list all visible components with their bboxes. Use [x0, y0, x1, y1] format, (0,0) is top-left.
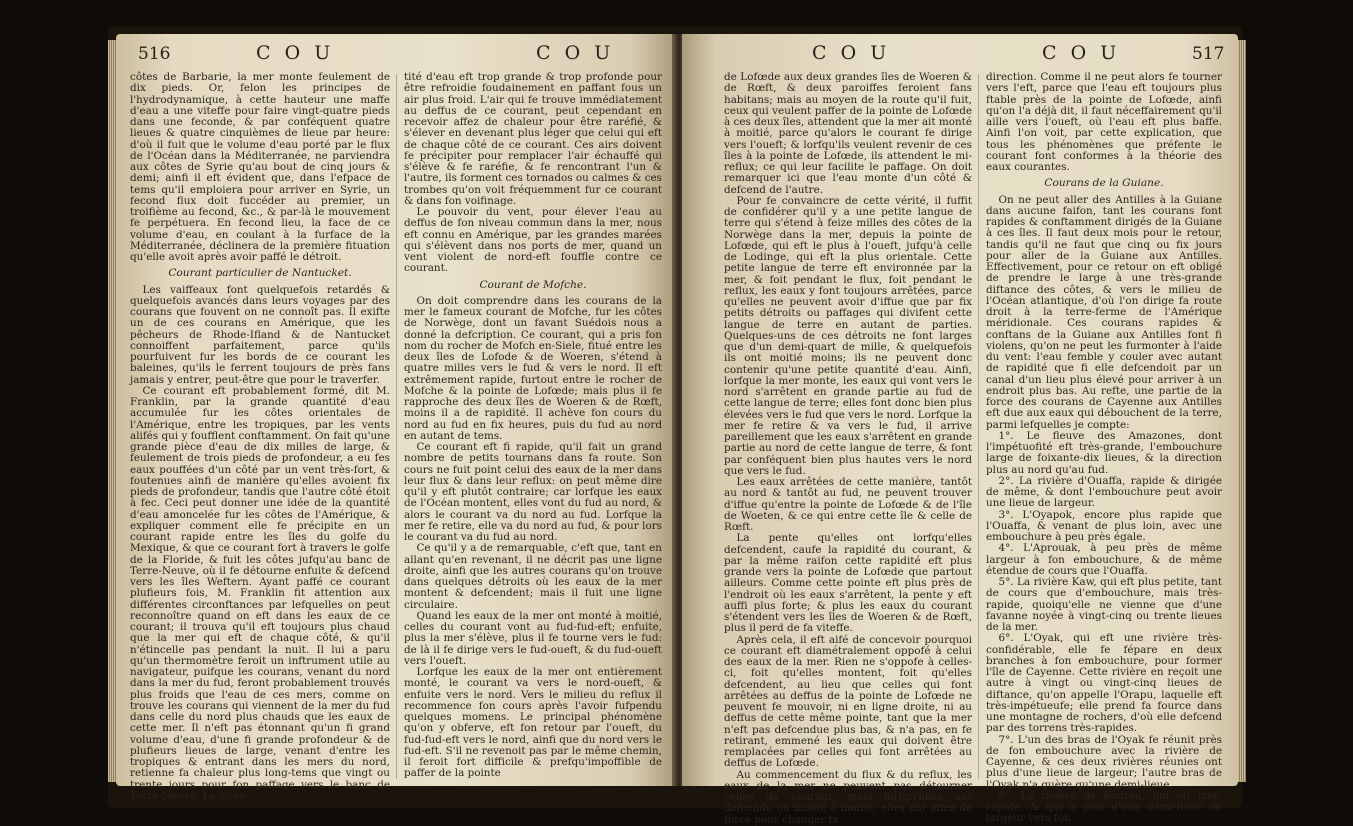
paragraph: Au commencement du flux & du reflux, les eaux de la mer ne peuvent pas détourner celles du courant; mais lorfqu'elles ont defcendu ou monté à moitié, elles ont affez de force pour changer fa [724, 768, 972, 826]
list-item: 4°. L'Aprouak, à peu près de même largeur à fon embouchure, & de même étendue de cours que l'Ouaffa. [986, 542, 1222, 577]
paragraph: On doit comprendre dans les courans de la mer le fameux courant de Mofche, fur les côtes de Norwège, dont un favant Suédois nous a donné la defcription. Ce courant, qui a pris fon nom du rocher de Mofch en-Siele, fitué entre les deux îles de Lofode & de Woeren, s'étend à quatre milles vers le fud & vers le nord. Il eft extrêmement rapide, furtout entre le rocher de Mofche & la pointe de Lofœde; mais plus il fe rapproche des deux îles de Woeren & de Rœft, moins il a de rapidité. Il achève fon cours du nord au fud en fix heures, puis du fud au nord en autant de tems. [404, 294, 662, 442]
list-item: 1°. Le fleuve des Amazones, dont l'impétuofité eft très-grande, l'embouchure large de foixante-dix lieues, & la direction plus au nord qu'au fud. [986, 429, 1222, 476]
list-item: 6°. L'Oyak, qui eft une rivière très-confidérable, elle fe fépare en deux branches à fon embouchure, pour former l'île de Cayenne. Cette rivière en reçoit une autre à vingt ou vingt-cinq lieues de diftance, qu'on appelle l'Orapu, laquelle eft très-impétueufe; elle prend fa fource dans une montagne de rochers, d'où elle defcend par des torrens très-rapides. [986, 632, 1222, 735]
paragraph: direction. Comme il ne peut alors fe tourner vers l'eft, parce que l'eau eft toujours plus ftable près de la pointe de Lofœde, ainfi qu'on l'a déjà dit, il faut néceffairement qu'il aille vers l'oueft, où l'eau eft plus baffe. Ainfi l'on voit, par cette explication, que tous les phénomènes que préfente le courant font conformes à la théorie des eaux courantes. [986, 71, 1222, 173]
left-page [116, 34, 676, 802]
section-heading: Courans de la Guiane. [1044, 177, 1164, 190]
paragraph: Ce courant eft fi rapide, qu'il fait un grand nombre de petits tournans dans fa route. Son cours ne fuit point celui des eaux de la mer dans leur flux & dans leur reflux: on peut même dire qu'il y eft plutôt contraire; car lorfque les eaux de l'Océan montent, elles vont du fud au nord, & alors le courant va du nord au fud. Lorfque la mer fe retire, elle va du nord au fud, & pour lors le courant va du fud au nord. [404, 441, 662, 543]
paragraph: Pour fe convaincre de cette vérité, il fuffit de confidérer qu'il y a une petite langue de terre qui s'étend à feize milles des côtes de la Norwège dans la mer, depuis la pointe de Lofœde, qui eft le plus à l'oueft, jufqu'à celle de Lodinge, qui eft la plus orientale. Cette petite langue de terre eft environnée par la mer, & foit pendant le flux, foit pendant le reflux, les eaux y font toujours arrêtées, parce qu'elles ne peuvent avoir d'iffue que par fix petits détroits ou paffages qui divifent cette langue de terre en autant de parties. Quelques-uns de ces détroits ne font larges que d'un demi-quart de mille, & quelquefois ils ont moitié moins; ils ne peuvent donc contenir qu'une petite quantité d'eau. Ainfi, lorfque la mer monte, les eaux qui vont vers le nord s'arrêtent en grande partie au fud de cette langue de terre; elles font donc bien plus élevées vers le fud que vers le nord. Lorfque la mer fe retire & va vers le fud, il arrive pareillement que les eaux s'arrêtent en grande partie au nord de cette langue de terre, & font par conféquent bien plus hautes vers le nord que vers le fud. [724, 194, 972, 477]
list-item: 8°. La rivière de Kourou, qui eft très-rapide, & qui a plus d'une demi-lieue de largeur vers fon [986, 789, 1222, 825]
running-head-right: C O U [1042, 42, 1121, 64]
right-page [682, 34, 1238, 826]
right-page-header [682, 40, 1238, 70]
list-item: 3°. L'Oyapok, encore plus rapide que l'Ouaffa, & venant de plus loin, avec une embouchure à peu près égale. [986, 508, 1222, 543]
paragraph: Ce qu'il y a de remarquable, c'eft que, tant en allant qu'en revenant, il ne décrit pas une ligne droite, ainfi que les autres courans qu'on trouve dans quelques détroits où les eaux de la mer montent & defcendent; mais il fuit une ligne circulaire. [404, 542, 662, 611]
left-page-column-2 [404, 72, 662, 780]
paragraph: La pente qu'elles ont lorfqu'elles defcendent, caufe la rapidité du courant, & par la même raifon cette rapidité eft plus grande vers la pointe de Lofœde que partout ailleurs. Comme cette pointe eft plus près de l'endroit où les eaux s'arrêtent, la pente y eft auffi plus forte; & plus les eaux du courant s'étendent vers les îles de Woeren & de Rœft, plus il perd de fa viteffe. [724, 532, 972, 635]
running-head-right: C O U [536, 42, 615, 64]
left-page-header [116, 40, 676, 70]
right-page-column-2 [986, 72, 1222, 825]
paragraph: On ne peut aller des Antilles à la Guiane dans aucune faifon, tant les courans font rapides & conftamment dirigés de la Guiane à ces îles. Il faut deux mois pour le retour, tandis qu'il ne faut que cinq ou fix jours pour aller de la Guiane aux Antilles. Effectivement, pour ce retour on eft obligé de prendre le large à une très-grande diftance des côtes, & vers le milieu de l'Océan atlantique, d'où l'on dirige fa route droit à la terre-ferme de l'Amérique méridionale. Ces courans rapides & conftans de la Guiane aux Antilles font fi violens, qu'on ne peut les furmonter à l'aide du vent: l'eau femble y couler avec autant de rapidité que fi elle defcendoit par un canal d'un lieu plus élevé pour arriver à un endroit plus bas. Au refte, une partie de la force des courans de Cayenne aux Antilles eft due aux eaux qui débouchent de la terre, parmi lefquelles je compte: [986, 193, 1222, 431]
list-item: 5°. La rivière Kaw, qui eft plus petite, tant de cours que d'embouchure, mais très-rapide, quoiqu'elle ne vienne que d'une favanne noyée à vingt-cinq ou trente lieues de la mer. [986, 576, 1222, 633]
paragraph: Le pouvoir du vent, pour élever l'eau au deffus de fon niveau commun dans la mer, nous eft connu en Amérique, par les grandes marées qui s'élèvent dans nos ports de mer, quand un vent violent de nord-eft fouffle contre ce courant. [404, 206, 662, 275]
paragraph: Après cela, il eft aifé de concevoir pourquoi ce courant eft diamétralement oppofé à celui des eaux de la mer. Rien ne s'oppofe à celles-ci, foit qu'elles montent, foit qu'elles defcendent, au lieu que celles qui font arrêtées au deffus de la pointe de Lofœde ne peuvent fe mouvoir, ni en ligne droite, ni au deffus de cette même pointe, tant que la mer n'eft pas defcendue plus bas, & n'a pas, en fe retirant, emmené les eaux qui doivent être remplacées par celles qui font arrêtées au deffus de Lofœde. [724, 633, 972, 770]
right-page-column-1 [724, 72, 972, 826]
paragraph: de Lofœde aux deux grandes îles de Woeren & de Rœft, & deux paroiffes feroient fans habitans; mais au moyen de la route qu'il fuit, ceux qui veulent paffer de la pointe de Lofœde à ces deux îles, attendent que la mer ait monté à moitié, parce qu'alors le courant fe dirige vers l'oueft; & lorfqu'ils veulent revenir de ces îles à la pointe de Lofœde, ils attendent le mi-reflux; ce qui leur facilite le paffage. On doit remarquer ici que l'eau monte d'un côté & defcend de l'autre. [724, 71, 972, 196]
section-heading: Courant de Mofche. [479, 278, 587, 291]
list-item: 2°. La rivière d'Ouaffa, rapide & dirigée de même, & dont l'embouchure peut avoir une lieue de largeur. [986, 474, 1222, 510]
section-heading: Courant particulier de Nantucket. [168, 267, 352, 280]
paragraph: côtes de Barbarie, la mer monte feulement de dix pieds. Or, felon les principes de l'hydrodynamique, à cette hauteur une maffe d'eau a une viteffe pour faire vingt-quatre pieds dans une feconde, & par conféquent quatre lieues & quatre cinquièmes de lieue par heure: d'où il fuit que le volume d'eau porté par le flux de l'Océan dans la Méditerranée, ne parviendra aux côtes de Syrie qu'au bout de cinq jours & demi; ainfi il eft évident que, dans l'efpace de tems qu'il emploiera pour arriver en Syrie, un fecond flux doit fuccéder au premier, un troifième au fecond, &c., & par-là le mouvement fe perpétuera. En fecond lieu, la face de ce volume d'eau, en coulant à la furface de la Méditerranée, déclinera de la première fituation qu'elle avoit après avoir paffé le détroit. [130, 71, 390, 263]
page-number: 517 [1192, 44, 1225, 64]
paragraph: Les eaux arrêtées de cette manière, tantôt au nord & tantôt au fud, ne peuvent trouver d'iffue qu'entre la pointe de Lofœde & de l'île de Woeten, & ce qui entre cette île & celle de Rœft. [724, 476, 972, 533]
column-rule [978, 74, 979, 779]
list-item: 7°. L'un des bras de l'Oyak fe réunit près de fon embouchure avec la rivière de Cayenne, & ces deux rivières réunies ont plus d'une lieue de largeur; l'autre bras de l'Oyak n'a guère qu'une demi-lieue. [986, 733, 1222, 791]
running-head-left: C O U [812, 42, 891, 64]
paragraph: tité d'eau eft trop grande & trop profonde pour être refroidie foudainement en paffant fous un air plus froid. L'air qui fe trouve immédiatement au deffus de ce courant, peut cependant en recevoir affez de chaleur pour être raréfié, & s'élever en devenant plus léger que celui qui eft de chaque côté de ce courant. Ces airs doivent fe précipiter pour remplacer l'air échauffé qui s'élève & fe raréfie, & fe rencontrant l'un & l'autre, ils forment ces tornados ou calmes & ces trombes qu'on voit fréquemment fur ce courant & dans fon voifinage. [404, 71, 662, 207]
page-number: 516 [138, 44, 171, 64]
running-head-left: C O U [256, 42, 335, 64]
left-page-column-1 [130, 72, 390, 802]
paragraph: Quand les eaux de la mer ont monté à moitié, celles du courant vont au fud-fud-eft; enfuite, plus la mer s'élève, plus il fe tourne vers le fud: de là il fe dirige vers le fud-oueft, & du fud-oueft vers l'oueft. [404, 609, 662, 667]
column-rule [396, 74, 397, 779]
paragraph: Les vaiffeaux font quelquefois retardés & quelquefois avancés dans leurs voyages par des courans que fouvent on ne connoît pas. Il exifte un de ces courans en Amérique, que les pêcheurs de Rhode-Ifland & de Nantucket connoiffent parfaitement, parce qu'ils pourfuivent fur les bords de ce courant les baleines, qu'ils le ferrent toujours de près fans jamais y entrer, peut-être que pour le traverfer. [130, 283, 390, 386]
paragraph: Lorfque les eaux de la mer ont entièrement monté, le courant va vers le nord-oueft, & enfuite vers le nord. Vers le milieu du reflux il recommence fon cours après l'avoir fufpendu quelques momens. Le principal phénomène qu'on y obferve, eft fon retour par l'oueft, du fud-fud-eft vers le nord, ainfi que du nord vers le fud-eft. S'il ne revenoit pas par le même chemin, il feroit fort difficile & prefqu'impoffible de paffer de la pointe [404, 666, 662, 780]
paragraph: Ce courant eft probablement formé, dit M. Franklin, par la grande quantité d'eau accumulée fur les côtes orientales de l'Amérique, entre les tropiques, par les vents alifés qui y foufflent conftamment. On fait qu'une grande pièce d'eau de dix milles de large, & feulement de trois pieds de profondeur, a eu fes eaux pouffées d'un côté par un vent très-fort, & foutenues ainfi de manière qu'elles avoient fix pieds de profondeur, tandis que l'autre côté étoit à fec. Ceci peut donner une idée de la quantité d'eau amoncelée fur les côtes de l'Amérique, & expliquer comment elle fe précipite en un courant rapide entre les îles du golfe du Mexique, & que ce courant fort à travers le golfe de la Floride, & fuit les côtes jufqu'au banc de Terre-Neuve, où il fe détourne enfuite & defcend vers les îles Weftern. Ayant paffé ce courant plufieurs fois, M. Franklin fit attention aux différentes circonftances par lefquelles on peut reconnoître quand on eft dans les eaux de ce courant; il trouva qu'il eft toujours plus chaud que la mer qui eft de chaque côté, & qu'il n'étincelle pas pendant la nuit. Il lui a paru qu'un thermomètre feroit un inftrument utile au navigateur, puifque les courans, venant du nord dans la mer du fud, feront probablement trouvés plus froids que l'eau de ces mers, comme on trouve les courans qui viennent de la mer du fud dans celle du nord plus chauds que les eaux de cette mer. Il n'eft pas étonnant qu'un fi grand volume d'eau, d'une fi grande profondeur & de plufieurs lieues de large, venant d'entre les tropiques & entrant dans les mers du nord, retienne fa chaleur plus long-tems que vingt ou trente jours pour fon paffage vers le banc de Terre-Neuve. La quan- [130, 384, 390, 802]
